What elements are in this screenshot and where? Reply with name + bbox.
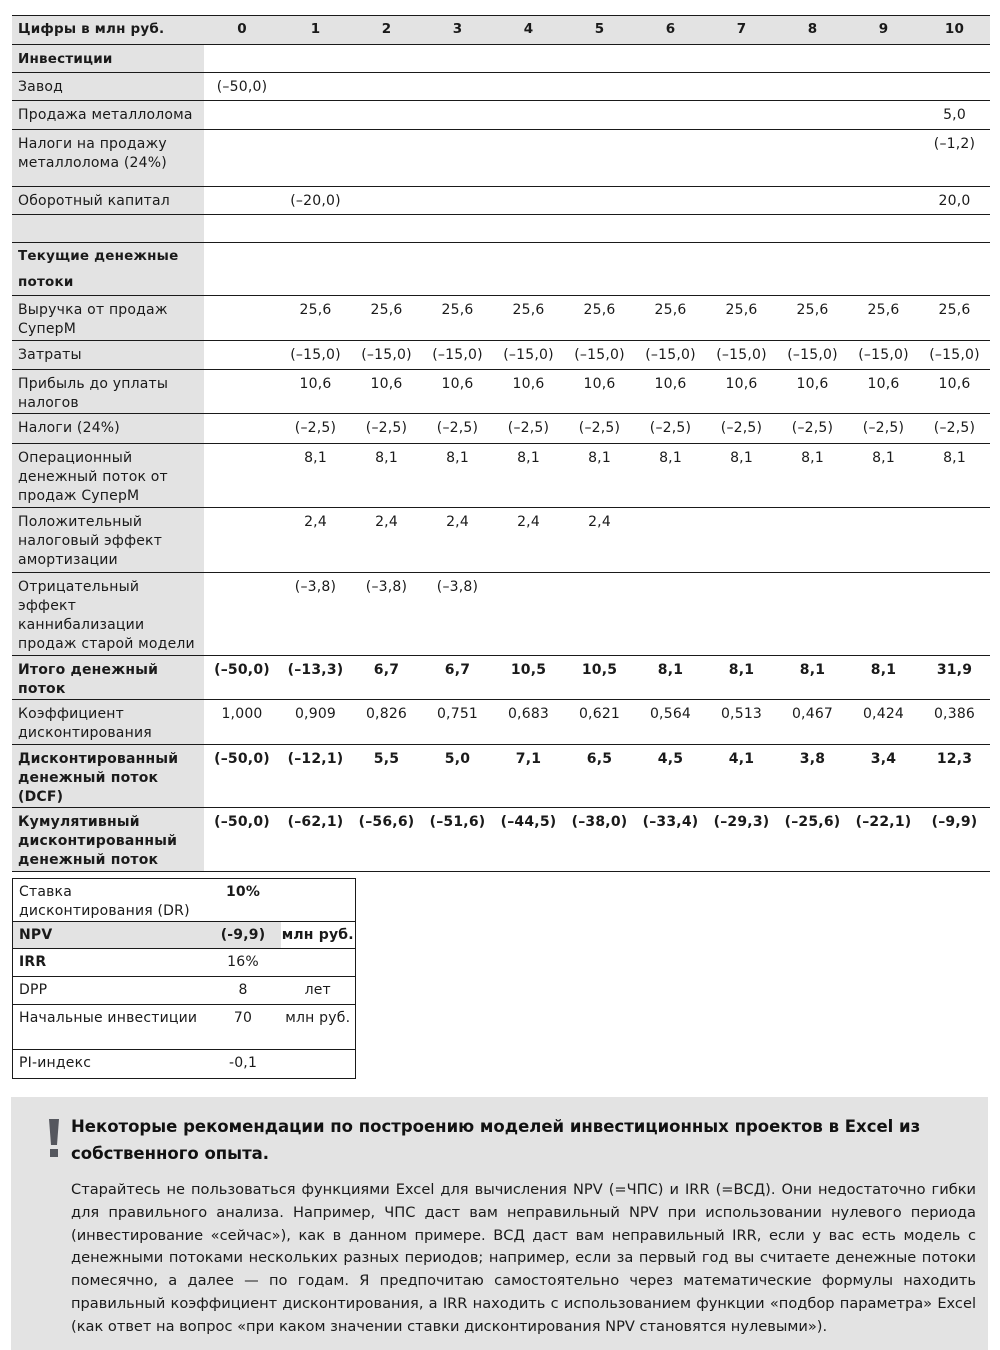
- table-cell: (–15,0): [919, 341, 990, 370]
- table-cell: 10,5: [493, 656, 564, 700]
- table-cell: [777, 130, 848, 187]
- table-cell: 5,0: [422, 745, 493, 808]
- table-cell: (–15,0): [564, 341, 635, 370]
- row-label: Коэффициент дисконтирования: [12, 700, 204, 745]
- table-cell: 25,6: [635, 296, 706, 341]
- cashflow-table: [12, 15, 990, 872]
- row-label: Завод: [12, 73, 204, 101]
- callout-title: Некоторые рекомендации по построению моделей инвестиционных проектов в Excel из собственного опыта.: [71, 1117, 921, 1163]
- table-cell: [777, 101, 848, 130]
- table-cell: (–2,5): [493, 414, 564, 444]
- summary-row: [13, 879, 356, 922]
- table-row: [12, 243, 990, 296]
- table-cell: 25,6: [706, 296, 777, 341]
- table-cell: 25,6: [493, 296, 564, 341]
- table-cell: 2,4: [493, 508, 564, 573]
- row-label: Итого денежный поток: [12, 656, 204, 700]
- table-cell: 1,000: [204, 700, 280, 745]
- row-label: Положительный налоговый эффект амортизации: [12, 508, 204, 573]
- table-cell: 6,7: [351, 656, 422, 700]
- table-row: [12, 215, 990, 243]
- table-cell: [493, 73, 564, 101]
- table-cell: (–56,6): [351, 808, 422, 872]
- table-cell: 5,5: [351, 745, 422, 808]
- table-cell: 0,826: [351, 700, 422, 745]
- table-cell: 12,3: [919, 745, 990, 808]
- row-label: Выручка от продаж СуперМ: [12, 296, 204, 341]
- table-cell: (–50,0): [204, 73, 280, 101]
- table-cell: [919, 45, 990, 73]
- table-cell: 8,1: [422, 444, 493, 508]
- table-cell: [351, 73, 422, 101]
- row-label: Кумулятивный дисконтированный денежный поток: [12, 808, 204, 872]
- metric-value: 8: [206, 977, 281, 1005]
- summary-row: [13, 949, 356, 977]
- table-cell: (–2,5): [564, 414, 635, 444]
- table-row: [12, 745, 990, 808]
- period-header: 0: [204, 16, 280, 45]
- row-label: [12, 215, 204, 243]
- table-cell: (–3,8): [422, 573, 493, 656]
- table-cell: [919, 215, 990, 243]
- row-label: Прибыль до уплаты налогов: [12, 370, 204, 414]
- row-label: Затраты: [12, 341, 204, 370]
- table-cell: [351, 187, 422, 215]
- table-cell: 8,1: [706, 444, 777, 508]
- summary-row: [13, 977, 356, 1005]
- table-cell: [706, 215, 777, 243]
- table-cell: 10,6: [635, 370, 706, 414]
- table-cell: 7,1: [493, 745, 564, 808]
- table-cell: [706, 73, 777, 101]
- table-cell: [706, 573, 777, 656]
- table-cell: [422, 45, 493, 73]
- table-cell: [204, 187, 280, 215]
- table-cell: (–2,5): [635, 414, 706, 444]
- row-label: Отрицательный эффект каннибализации продаж старой модели: [12, 573, 204, 656]
- table-cell: 10,6: [564, 370, 635, 414]
- table-cell: [204, 444, 280, 508]
- table-cell: 25,6: [422, 296, 493, 341]
- table-cell: 0,683: [493, 700, 564, 745]
- table-cell: [493, 215, 564, 243]
- metric-unit: млн руб.: [281, 1005, 356, 1050]
- period-header: 7: [706, 16, 777, 45]
- metric-label: DPP: [13, 977, 206, 1005]
- table-cell: [848, 45, 919, 73]
- table-cell: [564, 45, 635, 73]
- table-cell: 0,424: [848, 700, 919, 745]
- table-cell: 25,6: [848, 296, 919, 341]
- table-cell: (–2,5): [848, 414, 919, 444]
- table-cell: [351, 130, 422, 187]
- table-cell: 0,467: [777, 700, 848, 745]
- table-row: [12, 508, 990, 573]
- table-cell: (–33,4): [635, 808, 706, 872]
- table-cell: [280, 243, 351, 296]
- table-cell: 6,7: [422, 656, 493, 700]
- table-cell: [777, 573, 848, 656]
- table-cell: [777, 243, 848, 296]
- table-cell: 8,1: [777, 444, 848, 508]
- table-cell: 10,6: [848, 370, 919, 414]
- table-cell: 2,4: [351, 508, 422, 573]
- table-cell: 10,6: [351, 370, 422, 414]
- table-cell: [635, 508, 706, 573]
- table-cell: [564, 73, 635, 101]
- row-label: Операционный денежный поток от продаж СуперМ: [12, 444, 204, 508]
- table-cell: [280, 130, 351, 187]
- table-cell: 5,0: [919, 101, 990, 130]
- table-cell: (–2,5): [919, 414, 990, 444]
- table-cell: [635, 187, 706, 215]
- table-cell: 8,1: [848, 444, 919, 508]
- table-cell: 10,6: [493, 370, 564, 414]
- table-cell: 0,621: [564, 700, 635, 745]
- table-cell: (–15,0): [777, 341, 848, 370]
- table-cell: (–15,0): [848, 341, 919, 370]
- table-cell: 20,0: [919, 187, 990, 215]
- table-cell: 8,1: [777, 656, 848, 700]
- table-row: [12, 414, 990, 444]
- table-cell: 25,6: [351, 296, 422, 341]
- table-cell: (–2,5): [351, 414, 422, 444]
- table-cell: [204, 508, 280, 573]
- row-label: Дисконтированный денежный поток (DCF): [12, 745, 204, 808]
- table-cell: 10,5: [564, 656, 635, 700]
- period-header: 10: [919, 16, 990, 45]
- metric-label: NPV: [13, 922, 206, 949]
- summary-row: [13, 1005, 356, 1050]
- table-cell: (–15,0): [635, 341, 706, 370]
- table-cell: [564, 573, 635, 656]
- table-cell: 8,1: [635, 656, 706, 700]
- table-cell: 8,1: [706, 656, 777, 700]
- table-cell: [848, 573, 919, 656]
- table-cell: (–13,3): [280, 656, 351, 700]
- table-cell: (–62,1): [280, 808, 351, 872]
- table-cell: 8,1: [351, 444, 422, 508]
- metric-unit: [281, 1050, 356, 1079]
- table-cell: [493, 573, 564, 656]
- table-cell: 10,6: [422, 370, 493, 414]
- table-cell: [777, 215, 848, 243]
- table-row: [12, 187, 990, 215]
- metric-value: 16%: [206, 949, 281, 977]
- table-cell: [351, 243, 422, 296]
- table-cell: (–29,3): [706, 808, 777, 872]
- table-cell: 2,4: [280, 508, 351, 573]
- table-cell: 25,6: [564, 296, 635, 341]
- table-cell: [351, 101, 422, 130]
- table-cell: [635, 101, 706, 130]
- table-cell: [635, 130, 706, 187]
- table-cell: [564, 130, 635, 187]
- row-label: Продажа металлолома: [12, 101, 204, 130]
- callout-body: Старайтесь не пользоваться функциями Excel для вычисления NPV (=ЧПС) и IRR (=ВСД). Они недостаточно гибки для правильного анализа. Например, ЧПС даст вам неправильный NPV при использовании нулевого периода (инвестирование «сейчас»), как в данном примере. ВСД даст вам неправильный IRR, если у вас есть модель с денежными потоками нескольких разных периодов; например, если за первый год вы считаете денежные потоки помесячно, а далее — по годам. Я предпочитаю самостоятельно через математические формулы находить правильный коэффициент дисконтирования, а IRR находить с использованием функции «подбор параметра» Excel (как ответ на вопрос «при каком значении ставки дисконтирования NPV становятся нулевыми»).: [71, 1181, 976, 1335]
- table-cell: 4,1: [706, 745, 777, 808]
- row-label: Налоги на продажу металлолома (24%): [12, 130, 204, 187]
- table-cell: [635, 45, 706, 73]
- metric-label: PI-индекс: [13, 1050, 206, 1079]
- table-cell: [635, 573, 706, 656]
- table-cell: [422, 187, 493, 215]
- table-row: [12, 370, 990, 414]
- row-label: Текущие денежные потоки: [12, 243, 204, 296]
- table-cell: 0,564: [635, 700, 706, 745]
- table-cell: [280, 215, 351, 243]
- table-cell: [351, 45, 422, 73]
- table-cell: [493, 243, 564, 296]
- units-header: Цифры в млн руб.: [12, 16, 204, 45]
- table-cell: [706, 130, 777, 187]
- table-cell: [919, 573, 990, 656]
- exclamation-icon: [47, 1119, 61, 1157]
- table-cell: 0,386: [919, 700, 990, 745]
- table-row: [12, 700, 990, 745]
- table-cell: (–15,0): [493, 341, 564, 370]
- table-cell: [919, 243, 990, 296]
- table-cell: (–2,5): [422, 414, 493, 444]
- period-header: 5: [564, 16, 635, 45]
- table-cell: [280, 45, 351, 73]
- table-cell: [706, 243, 777, 296]
- table-cell: (–22,1): [848, 808, 919, 872]
- table-cell: [777, 45, 848, 73]
- table-cell: (–12,1): [280, 745, 351, 808]
- table-cell: [848, 130, 919, 187]
- period-header: 9: [848, 16, 919, 45]
- table-cell: (–9,9): [919, 808, 990, 872]
- table-cell: 25,6: [777, 296, 848, 341]
- summary-table-body: [13, 879, 356, 1079]
- period-header: 6: [635, 16, 706, 45]
- table-cell: 8,1: [635, 444, 706, 508]
- metric-value: 10%: [206, 879, 281, 922]
- metric-unit: млн руб.: [281, 922, 356, 949]
- table-cell: [706, 101, 777, 130]
- table-cell: [493, 101, 564, 130]
- table-cell: [635, 73, 706, 101]
- table-cell: 8,1: [493, 444, 564, 508]
- period-header: 4: [493, 16, 564, 45]
- table-cell: [422, 73, 493, 101]
- table-cell: [777, 187, 848, 215]
- row-label: Налоги (24%): [12, 414, 204, 444]
- table-row: [12, 341, 990, 370]
- table-cell: (–20,0): [280, 187, 351, 215]
- table-cell: [564, 243, 635, 296]
- table-row: [12, 130, 990, 187]
- summary-row: [13, 922, 356, 949]
- metric-value: 70: [206, 1005, 281, 1050]
- table-cell: [204, 130, 280, 187]
- table-cell: [848, 73, 919, 101]
- table-cell: 3,4: [848, 745, 919, 808]
- table-cell: [706, 187, 777, 215]
- table-cell: 2,4: [564, 508, 635, 573]
- row-label: Оборотный капитал: [12, 187, 204, 215]
- metric-value: (-9,9): [206, 922, 281, 949]
- table-cell: (–25,6): [777, 808, 848, 872]
- table-cell: 10,6: [706, 370, 777, 414]
- table-cell: (–2,5): [280, 414, 351, 444]
- table-cell: [848, 187, 919, 215]
- table-cell: [204, 370, 280, 414]
- table-cell: [848, 215, 919, 243]
- summary-table: [12, 878, 356, 1079]
- table-cell: [848, 508, 919, 573]
- table-cell: [493, 130, 564, 187]
- table-cell: (–50,0): [204, 745, 280, 808]
- table-cell: [564, 215, 635, 243]
- table-cell: (–15,0): [280, 341, 351, 370]
- table-cell: 0,751: [422, 700, 493, 745]
- table-cell: (–50,0): [204, 656, 280, 700]
- table-cell: 2,4: [422, 508, 493, 573]
- table-cell: 8,1: [919, 444, 990, 508]
- table-cell: 8,1: [280, 444, 351, 508]
- table-row: [12, 45, 990, 73]
- summary-row: [13, 1050, 356, 1079]
- table-cell: (–2,5): [706, 414, 777, 444]
- table-cell: [204, 414, 280, 444]
- metric-value: -0,1: [206, 1050, 281, 1079]
- table-cell: [848, 101, 919, 130]
- table-cell: [777, 73, 848, 101]
- table-cell: [204, 573, 280, 656]
- table-cell: 10,6: [919, 370, 990, 414]
- metric-unit: [281, 949, 356, 977]
- cashflow-table-body: [12, 45, 990, 872]
- period-header: 2: [351, 16, 422, 45]
- table-cell: 8,1: [564, 444, 635, 508]
- table-cell: [919, 73, 990, 101]
- table-cell: (–44,5): [493, 808, 564, 872]
- table-cell: [848, 243, 919, 296]
- table-row: [12, 808, 990, 872]
- table-cell: (–15,0): [422, 341, 493, 370]
- tip-callout: [11, 1097, 988, 1350]
- table-cell: [280, 73, 351, 101]
- table-cell: [422, 130, 493, 187]
- table-cell: (–51,6): [422, 808, 493, 872]
- table-cell: [422, 215, 493, 243]
- table-cell: (–50,0): [204, 808, 280, 872]
- table-cell: (–3,8): [280, 573, 351, 656]
- table-row: [12, 73, 990, 101]
- table-row: [12, 656, 990, 700]
- table-cell: [635, 243, 706, 296]
- table-row: [12, 101, 990, 130]
- table-cell: (–1,2): [919, 130, 990, 187]
- table-cell: 6,5: [564, 745, 635, 808]
- table-cell: 0,513: [706, 700, 777, 745]
- table-cell: [204, 45, 280, 73]
- table-cell: 25,6: [280, 296, 351, 341]
- table-cell: [493, 187, 564, 215]
- table-cell: 8,1: [848, 656, 919, 700]
- metric-label: Начальные инвестиции: [13, 1005, 206, 1050]
- period-header: 3: [422, 16, 493, 45]
- table-cell: [204, 215, 280, 243]
- table-cell: 10,6: [777, 370, 848, 414]
- period-header: 1: [280, 16, 351, 45]
- metric-unit: [281, 879, 356, 922]
- table-row: [12, 573, 990, 656]
- table-cell: [204, 101, 280, 130]
- table-cell: [204, 296, 280, 341]
- row-label: Инвестиции: [12, 45, 204, 73]
- table-cell: (–2,5): [777, 414, 848, 444]
- table-cell: [635, 215, 706, 243]
- table-cell: 25,6: [919, 296, 990, 341]
- table-cell: [706, 508, 777, 573]
- table-cell: [351, 215, 422, 243]
- table-cell: 4,5: [635, 745, 706, 808]
- metric-label: IRR: [13, 949, 206, 977]
- table-cell: 3,8: [777, 745, 848, 808]
- table-header-row: [12, 16, 990, 45]
- table-cell: (–15,0): [351, 341, 422, 370]
- table-cell: [204, 341, 280, 370]
- table-cell: 0,909: [280, 700, 351, 745]
- table-cell: [280, 101, 351, 130]
- table-cell: [564, 101, 635, 130]
- table-cell: 31,9: [919, 656, 990, 700]
- table-cell: [493, 45, 564, 73]
- table-cell: [422, 243, 493, 296]
- metric-unit: лет: [281, 977, 356, 1005]
- table-cell: (–3,8): [351, 573, 422, 656]
- table-cell: [204, 243, 280, 296]
- table-cell: 10,6: [280, 370, 351, 414]
- period-header: 8: [777, 16, 848, 45]
- table-cell: [777, 508, 848, 573]
- table-row: [12, 296, 990, 341]
- table-cell: [422, 101, 493, 130]
- table-cell: [564, 187, 635, 215]
- table-cell: [919, 508, 990, 573]
- table-cell: (–38,0): [564, 808, 635, 872]
- table-cell: (–15,0): [706, 341, 777, 370]
- metric-label: Ставка дисконтирования (DR): [13, 879, 206, 922]
- table-row: [12, 444, 990, 508]
- table-cell: [706, 45, 777, 73]
